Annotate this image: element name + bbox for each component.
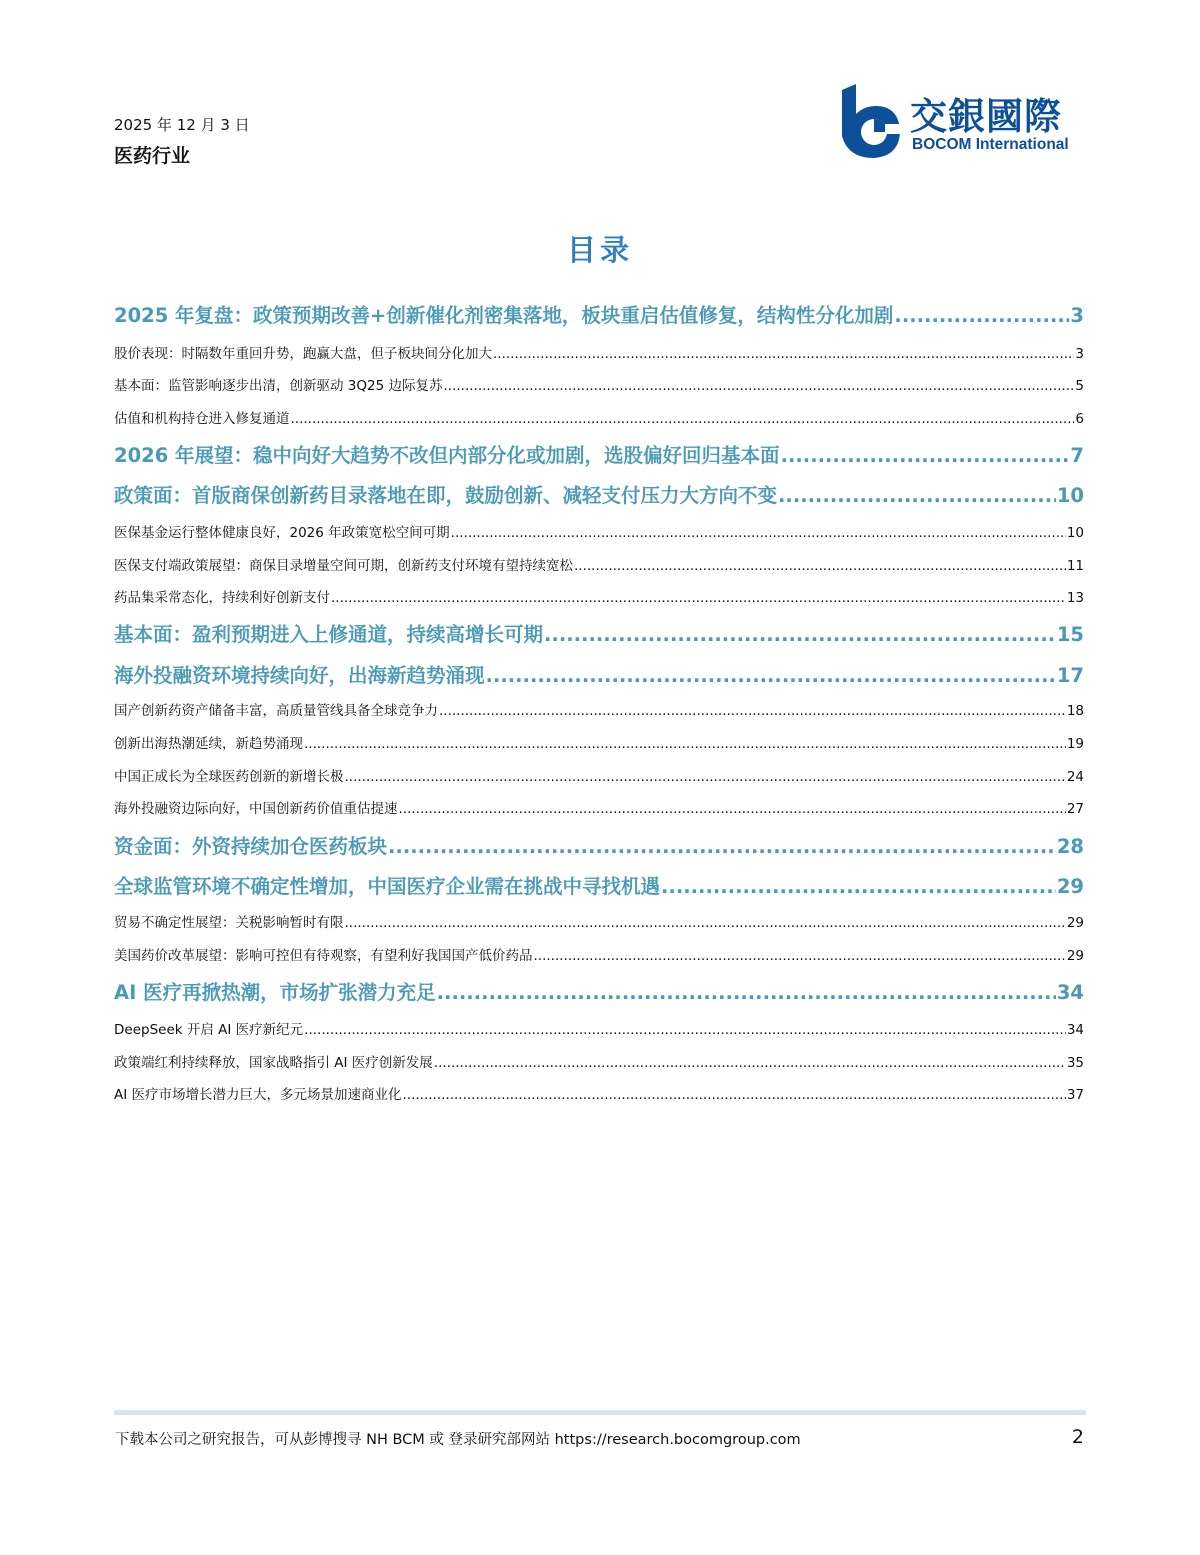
toc-dot-leader xyxy=(894,304,1069,327)
report-header xyxy=(114,112,250,172)
toc-entry-page: 3 xyxy=(1070,304,1084,327)
toc-entry-title: 全球监管环境不确定性增加，中国医疗企业需在挑战中寻找机遇 xyxy=(114,875,661,898)
toc-entry-title: 2025 年复盘：政策预期改善+创新催化剂密集落地，板块重启估值修复，结构性分化加剧 xyxy=(114,304,894,327)
toc-entry-page: 19 xyxy=(1066,736,1084,752)
toc-dot-leader xyxy=(781,444,1070,467)
toc-entry-title: 贸易不确定性展望：关税影响暂时有限 xyxy=(114,915,344,931)
logo-name-en: BOCOM International xyxy=(912,136,1069,153)
bocom-logo-icon xyxy=(838,84,904,160)
toc-entry-title: 国产创新药资产储备丰富，高质量管线具备全球竞争力 xyxy=(114,703,438,719)
toc-subsection-link[interactable] xyxy=(114,374,1084,396)
toc-entry-page: 27 xyxy=(1066,801,1084,817)
toc-entry-title: AI 医疗再掀热潮，市场扩张潜力充足 xyxy=(114,981,436,1004)
toc-entry-title: AI 医疗市场增长潜力巨大，多元场景加速商业化 xyxy=(114,1087,402,1103)
toc-entry-title: 基本面：监管影响逐步出清，创新驱动 3Q25 边际复苏 xyxy=(114,378,443,394)
toc-entry-title: DeepSeek 开启 AI 医疗新纪元 xyxy=(114,1022,304,1038)
toc-subsection-link[interactable] xyxy=(114,586,1084,608)
toc-subsection-link[interactable] xyxy=(114,342,1084,364)
toc-section-link[interactable] xyxy=(114,440,1084,470)
toc-entry-page: 18 xyxy=(1066,703,1084,719)
toc-dot-leader xyxy=(434,1055,1066,1071)
toc-entry-page: 10 xyxy=(1056,484,1084,507)
toc-entry-title: 药品集采常态化，持续利好创新支付 xyxy=(114,590,330,606)
toc-dot-leader xyxy=(534,948,1066,964)
toc-entry-page: 37 xyxy=(1066,1087,1084,1103)
toc-entry-page: 7 xyxy=(1070,444,1084,467)
toc-entry-title: 医保支付端政策展望：商保目录增量空间可期，创新药支付环境有望持续宽松 xyxy=(114,558,573,574)
footer-text: 下载本公司之研究报告，可从彭博搜寻 NH BCM 或 登录研究部网站 https://research.bocomgroup.com xyxy=(115,1432,801,1448)
toc-section-link[interactable] xyxy=(114,619,1084,649)
toc-entry-title: 海外投融资环境持续向好，出海新趋势涌现 xyxy=(114,664,485,687)
toc-dot-leader xyxy=(304,1022,1066,1038)
toc-subsection-link[interactable] xyxy=(114,1083,1084,1105)
toc-entry-title: 中国正成长为全球医药创新的新增长极 xyxy=(114,769,344,785)
toc-dot-leader xyxy=(451,525,1066,541)
toc-dot-leader xyxy=(437,981,1056,1004)
toc-subsection-link[interactable] xyxy=(114,911,1084,933)
toc-dot-leader xyxy=(544,623,1056,646)
toc-section-link[interactable] xyxy=(114,871,1084,901)
toc-entry-title: 2026 年展望：稳中向好大趋势不改但内部分化或加剧，选股偏好回归基本面 xyxy=(114,444,780,467)
toc-entry-page: 29 xyxy=(1056,875,1084,898)
toc-dot-leader xyxy=(388,835,1056,858)
toc-dot-leader xyxy=(778,484,1056,507)
toc-section-link[interactable] xyxy=(114,977,1084,1007)
footer-divider xyxy=(114,1410,1086,1415)
toc-dot-leader xyxy=(304,736,1066,752)
toc-dot-leader xyxy=(403,1087,1066,1103)
toc-entry-page: 28 xyxy=(1056,835,1084,858)
toc-entry-title: 资金面：外资持续加仓医药板块 xyxy=(114,835,388,858)
toc-section-link[interactable] xyxy=(114,831,1084,861)
toc-subsection-link[interactable] xyxy=(114,732,1084,754)
toc-subsection-link[interactable] xyxy=(114,521,1084,543)
toc-entry-title: 海外投融资边际向好，中国创新药价值重估提速 xyxy=(114,801,398,817)
toc-entry-page: 29 xyxy=(1066,915,1084,931)
toc-entry-page: 3 xyxy=(1075,346,1084,362)
bocom-logo xyxy=(838,84,1088,160)
toc-subsection-link[interactable] xyxy=(114,944,1084,966)
toc-subsection-link[interactable] xyxy=(114,554,1084,576)
toc-dot-leader xyxy=(574,558,1066,574)
toc-entry-page: 24 xyxy=(1066,769,1084,785)
toc-section-link[interactable] xyxy=(114,480,1084,510)
logo-name-cn: 交銀國際 xyxy=(910,95,1062,138)
toc-entry-page: 5 xyxy=(1075,378,1084,394)
toc-subsection-link[interactable] xyxy=(114,765,1084,787)
page-number: 2 xyxy=(1071,1426,1084,1448)
toc-subsection-link[interactable] xyxy=(114,407,1084,429)
toc-entry-page: 13 xyxy=(1066,590,1084,606)
toc-entry-page: 35 xyxy=(1066,1055,1084,1071)
toc-entry-title: 美国药价改革展望：影响可控但有待观察，有望利好我国国产低价药品 xyxy=(114,948,533,964)
toc-entry-title: 政策面：首版商保创新药目录落地在即，鼓励创新、减轻支付压力大方向不变 xyxy=(114,484,778,507)
report-date: 2025 年 12 月 3 日 xyxy=(114,116,250,134)
toc-section-link[interactable] xyxy=(114,300,1084,330)
toc-title: 目录 xyxy=(566,233,633,267)
toc-entry-title: 医保基金运行整体健康良好，2026 年政策宽松空间可期 xyxy=(114,525,450,541)
toc-entry-page: 17 xyxy=(1056,664,1084,687)
toc-entry-title: 估值和机构持仓进入修复通道 xyxy=(114,411,290,427)
toc-entry-title: 政策端红利持续释放，国家战略指引 AI 医疗创新发展 xyxy=(114,1055,433,1071)
toc-entry-page: 34 xyxy=(1056,981,1084,1004)
toc-entry-title: 创新出海热潮延续，新趋势涌现 xyxy=(114,736,303,752)
toc-subsection-link[interactable] xyxy=(114,1051,1084,1073)
toc-dot-leader xyxy=(399,801,1066,817)
toc-subsection-link[interactable] xyxy=(114,797,1084,819)
toc-subsection-link[interactable] xyxy=(114,699,1084,721)
toc-dot-leader xyxy=(493,346,1074,362)
toc-dot-leader xyxy=(345,769,1066,785)
toc-dot-leader xyxy=(661,875,1056,898)
toc-dot-leader xyxy=(486,664,1056,687)
toc-entry-page: 11 xyxy=(1066,558,1084,574)
report-sector: 医药行业 xyxy=(114,145,191,167)
toc-dot-leader xyxy=(439,703,1066,719)
toc-entry-title: 基本面：盈利预期进入上修通道，持续高增长可期 xyxy=(114,623,544,646)
toc-dot-leader xyxy=(331,590,1066,606)
toc-entry-page: 15 xyxy=(1056,623,1084,646)
toc-entry-page: 29 xyxy=(1066,948,1084,964)
toc-dot-leader xyxy=(291,411,1075,427)
toc-section-link[interactable] xyxy=(114,660,1084,690)
toc-entry-page: 34 xyxy=(1066,1022,1084,1038)
toc-entry-page: 10 xyxy=(1066,525,1084,541)
toc-dot-leader xyxy=(345,915,1066,931)
toc-subsection-link[interactable] xyxy=(114,1018,1084,1040)
toc-entry-title: 股价表现：时隔数年重回升势，跑赢大盘，但子板块间分化加大 xyxy=(114,346,492,362)
toc-dot-leader xyxy=(443,378,1074,394)
toc-entry-page: 6 xyxy=(1075,411,1084,427)
